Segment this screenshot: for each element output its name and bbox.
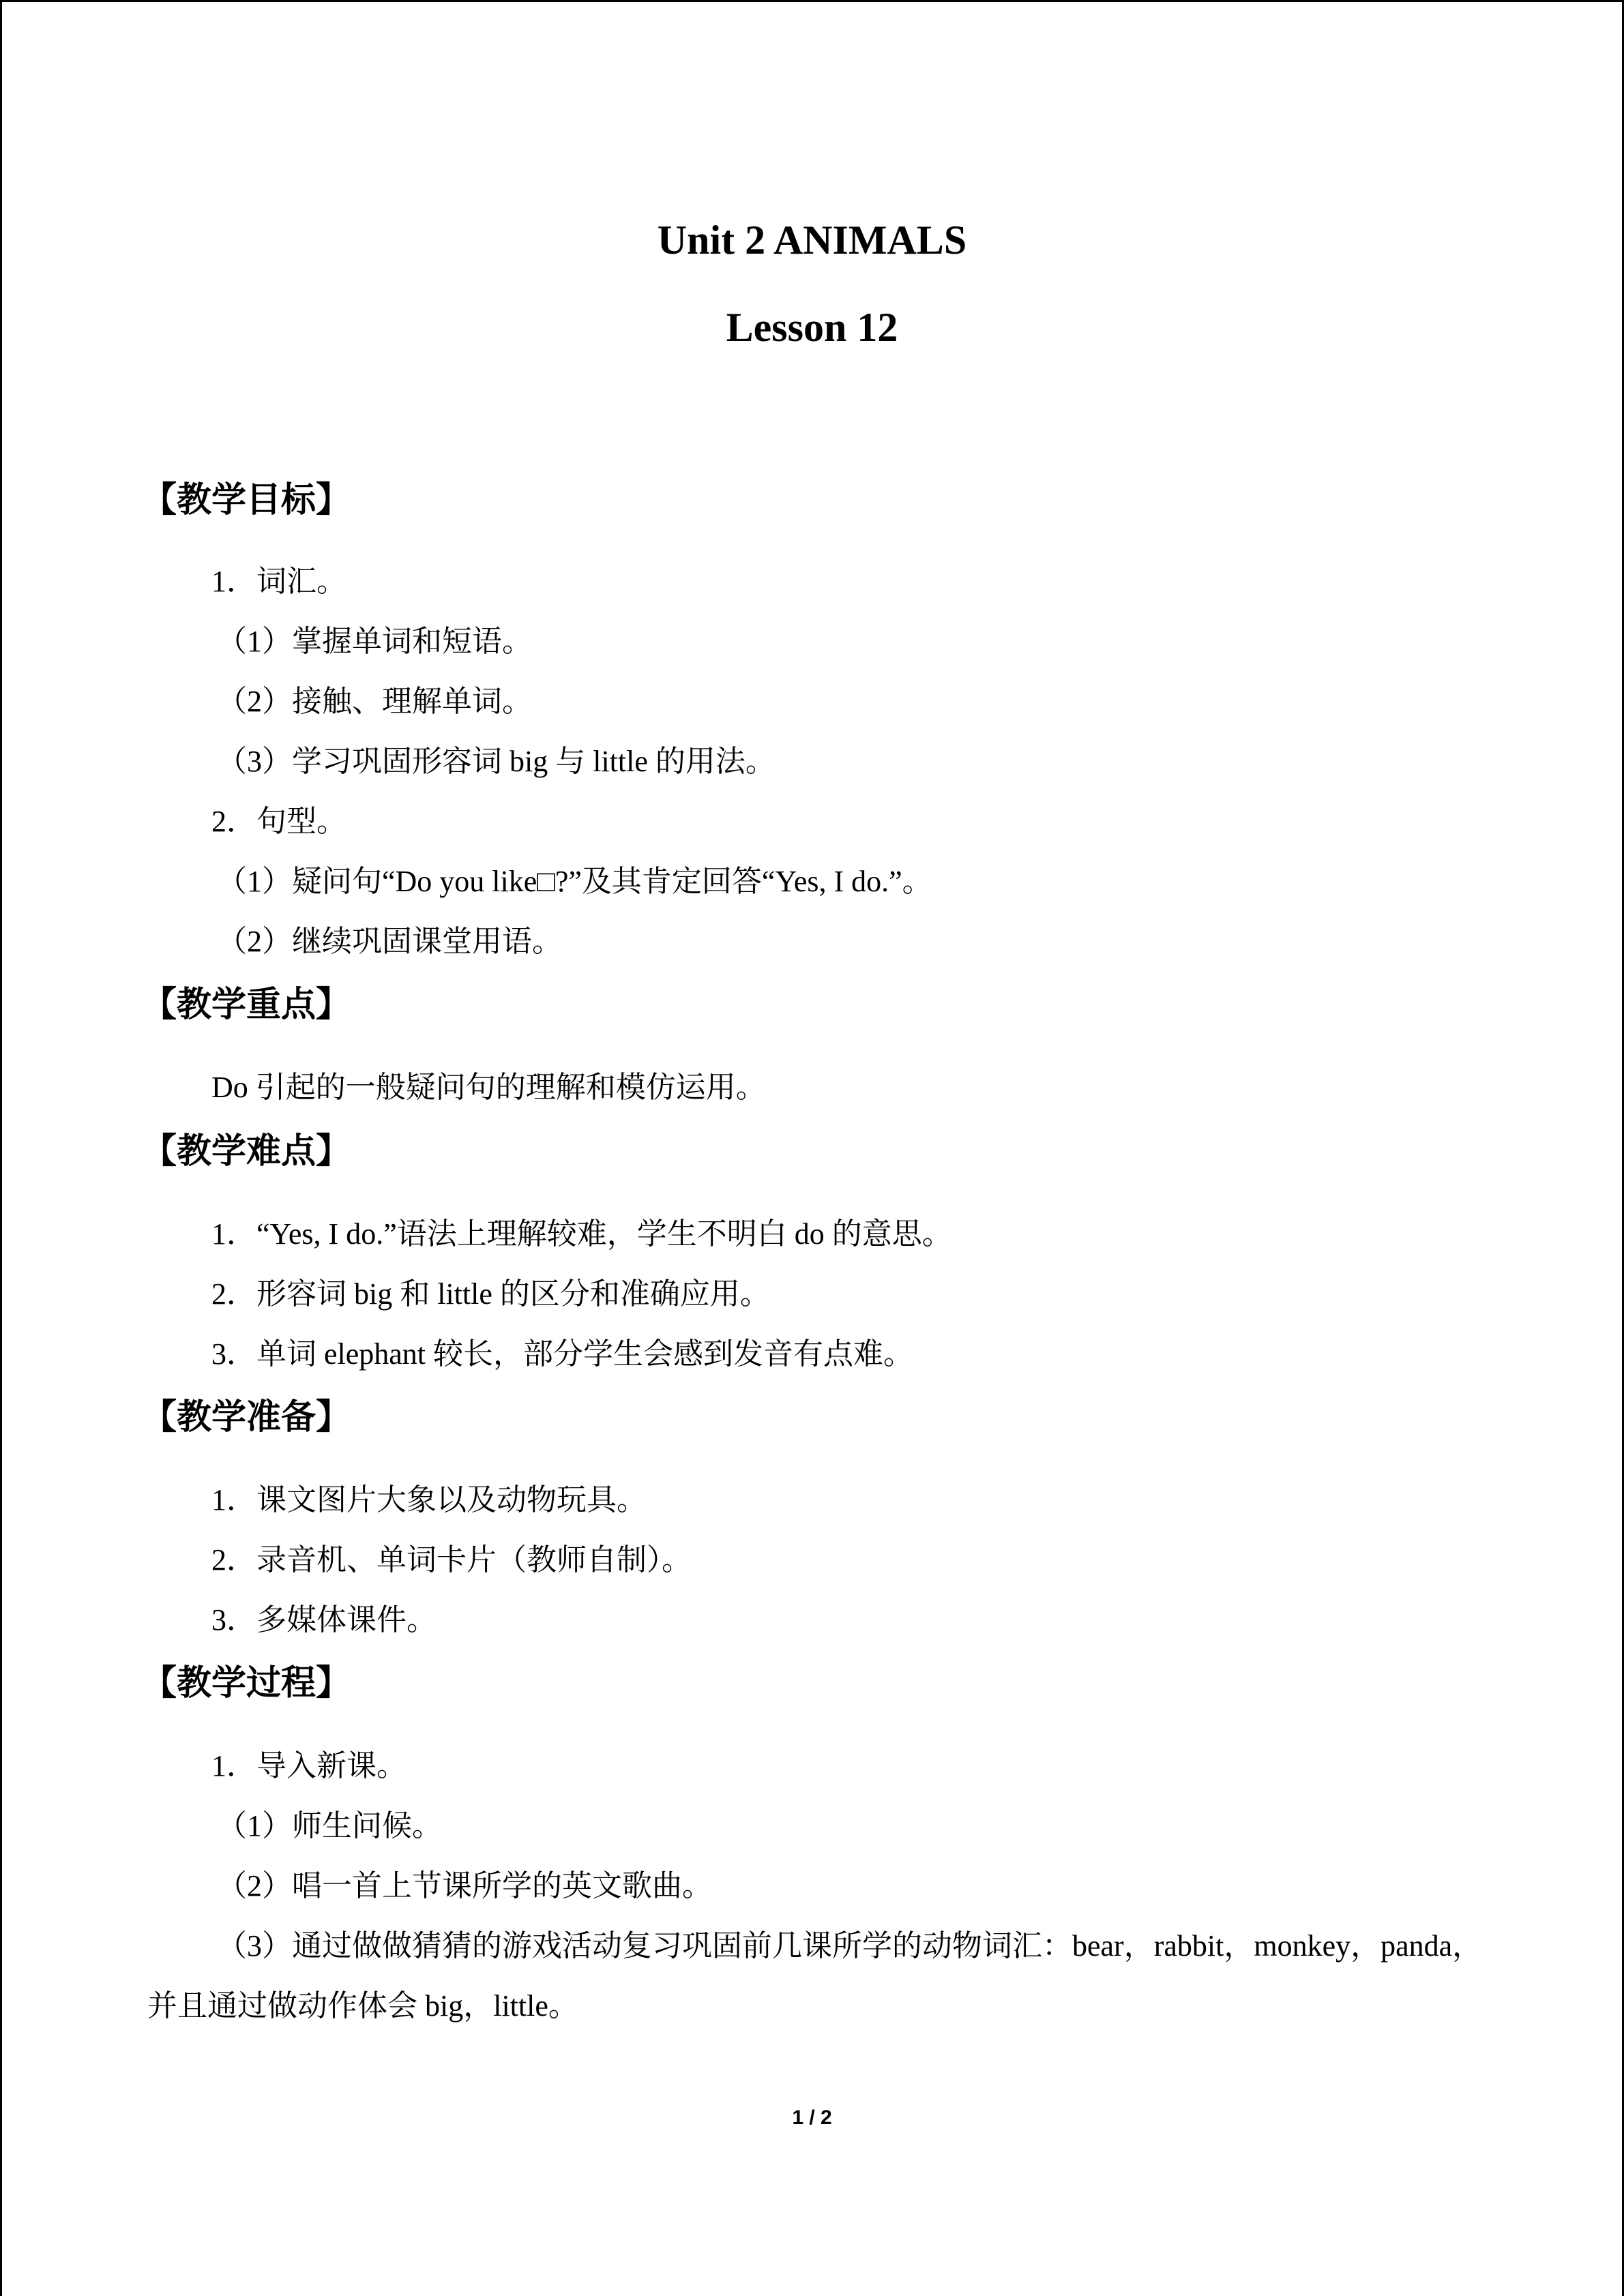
preparation-item: 1．课文图片大象以及动物玩具。 [211,1483,647,1517]
section-heading-difficulties: 【教学难点】 [142,1131,351,1172]
objective-item: （3）学习巩固形容词 big 与 little 的用法。 [217,745,776,778]
process-item: 1．导入新课。 [211,1749,407,1783]
objective-item: （1）掌握单词和短语。 [217,625,532,658]
unit-title: Unit 2 ANIMALS [657,218,967,263]
difficulty-item: 2．形容词 big 和 little 的区分和准确应用。 [211,1277,770,1311]
section-heading-key-points: 【教学重点】 [142,985,351,1025]
objective-item: 2．句型。 [211,805,346,838]
difficulty-item: 3．单词 elephant 较长，部分学生会感到发音有点难。 [211,1337,914,1371]
objective-item: 1．词汇。 [211,565,346,598]
process-item: （1）师生问候。 [217,1809,442,1843]
page-number: 1 / 2 [792,2106,832,2129]
section-heading-objectives: 【教学目标】 [142,480,351,520]
preparation-item: 3．多媒体课件。 [211,1603,437,1637]
process-item: （3）通过做做猜猜的游戏活动复习巩固前几课所学的动物词汇：bear，rabbit，monkey，panda，并且通过做动作体会 big，little。 [147,1929,1483,2023]
lesson-title: Lesson 12 [726,305,898,350]
difficulty-item: 1．“Yes, I do.”语法上理解较难，学生不明白 do 的意思。 [211,1217,952,1251]
process-item: （2）唱一首上节课所学的英文歌曲。 [217,1869,712,1903]
objective-item: （2）继续巩固课堂用语。 [217,925,562,958]
key-point-item: Do 引起的一般疑问句的理解和模仿运用。 [211,1071,766,1104]
preparation-item: 2．录音机、单词卡片（教师自制）。 [211,1543,692,1577]
section-heading-preparation: 【教学准备】 [142,1397,351,1437]
objective-item: （2）接触、理解单词。 [217,685,532,718]
objective-item: （1）疑问句“Do you like□?”及其肯定回答“Yes, I do.”。 [217,865,932,898]
section-heading-process: 【教学过程】 [142,1663,351,1703]
